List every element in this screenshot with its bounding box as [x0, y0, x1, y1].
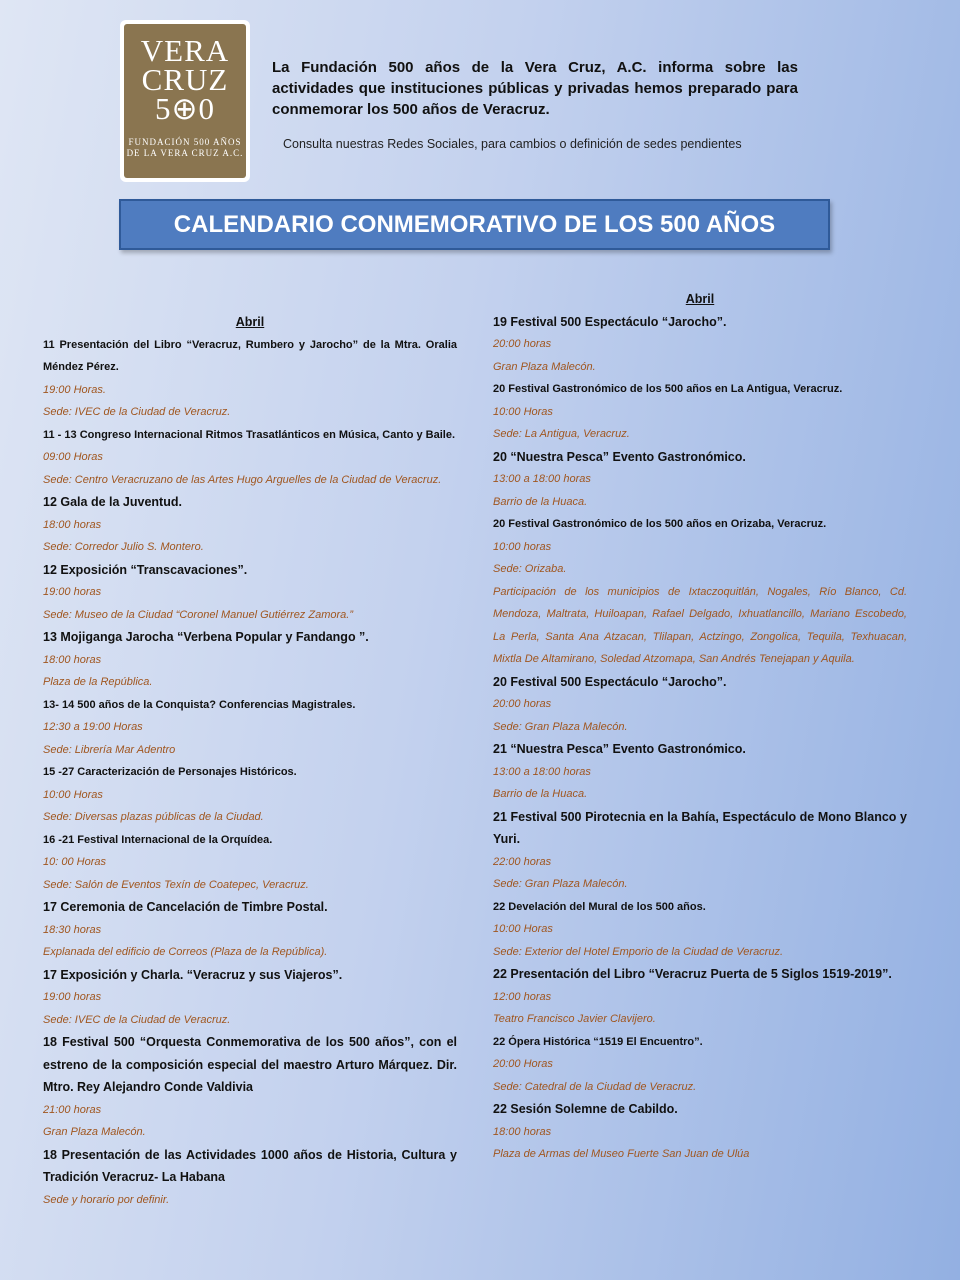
event-detail: 18:00 horas	[43, 518, 102, 531]
event-detail: 21:00 horas	[43, 1103, 102, 1116]
event-detail: Plaza de la República.	[43, 676, 153, 688]
event-item	[493, 311, 907, 379]
logo-line-cruz: CRUZ	[141, 62, 229, 97]
event-title: 12 Exposición “Transcavaciones”.	[43, 562, 248, 577]
event-detail: 18:30 horas	[43, 923, 102, 936]
event-detail: 22:00 horas	[493, 855, 552, 868]
event-detail: 20:00 horas	[493, 698, 552, 710]
event-detail: 10:00 Horas	[493, 923, 553, 935]
event-title: 18 Festival 500 “Orquesta Conmemorativa de los 500 años”, con el estreno de la composición especial del maestro Arturo Márquez. Dir. Mtro. Rey Alejandro Conde Valdivia	[43, 1035, 457, 1094]
event-detail: Explanada del edificio de Correos (Plaza de la República).	[43, 946, 328, 958]
event-title: 18 Presentación de las Actividades 1000 años de Historia, Cultura y Tradición Veracruz- La Habana	[43, 1147, 457, 1184]
event-detail: Sede: Museo de la Ciudad “Coronel Manuel Gutiérrez Zamora.”	[43, 608, 353, 621]
event-item	[43, 829, 457, 897]
event-item	[43, 626, 457, 694]
event-detail: 10: 00 Horas	[43, 856, 106, 868]
event-title: 15 -27 Caracterización de Personajes Históricos.	[43, 766, 297, 778]
logo-subtitle-2: DE LA VERA CRUZ A.C.	[126, 148, 244, 158]
event-detail: Teatro Francisco Javier Clavijero.	[493, 1013, 656, 1025]
event-item	[493, 896, 907, 964]
event-title: 17 Exposición y Charla. “Veracruz y sus Viajeros”.	[43, 967, 343, 982]
event-list	[493, 311, 907, 1166]
event-detail: Sede: Orizaba.	[493, 563, 567, 575]
event-detail: Sede: La Antigua, Veracruz.	[493, 428, 630, 440]
event-detail: Sede: IVEC de la Ciudad de Veracruz.	[43, 1013, 231, 1026]
event-title: 20 Festival Gastronómico de los 500 años en Orizaba, Veracruz.	[493, 518, 827, 530]
event-detail: 12:00 horas	[493, 990, 552, 1003]
event-detail: Sede: Corredor Julio S. Montero.	[43, 541, 204, 553]
event-detail: 10:00 Horas	[43, 788, 103, 801]
event-detail: 20:00 horas	[493, 338, 552, 350]
event-title: 11 - 13 Congreso Internacional Ritmos Trasatlánticos en Música, Canto y Baile.	[43, 428, 456, 441]
event-title: 22 Sesión Solemne de Cabildo.	[493, 1102, 678, 1116]
event-item	[43, 761, 457, 829]
event-detail: 10:00 horas	[493, 540, 552, 553]
event-detail: Sede y horario por definir.	[43, 1193, 170, 1206]
month-heading: Abril	[685, 292, 715, 306]
event-title: 13- 14 500 años de la Conquista? Conferencias Magistrales.	[43, 698, 356, 711]
event-title: 22 Presentación del Libro “Veracruz Puerta de 5 Siglos 1519-2019”.	[493, 967, 892, 981]
event-title: 12 Gala de la Juventud.	[43, 495, 182, 509]
event-detail: Participación de los municipios de Ixtaczoquitlán, Nogales, Río Blanco, Cd. Mendoza, Maltrata, Huiloapan, Rafael Delgado, Ixhuatlancillo, Mariano Escobedo, La Perla, Santa Ana Atzacan, Tlilapan, Actzingo, Zongolica, Tequila, Texhuacan, Mixtla De Altamirano, Soledad Atzomapa, San Andrés Tenejapan y Aquila.	[493, 585, 907, 665]
event-detail: Sede: Catedral de la Ciudad de Veracruz.	[493, 1080, 697, 1093]
logo-subtitle-1: FUNDACIÓN 500 AÑOS	[128, 137, 242, 147]
event-item	[493, 806, 907, 896]
event-title: 21 Festival 500 Pirotecnia en la Bahía, Espectáculo de Mono Blanco y Yuri.	[493, 809, 907, 846]
event-title: 13 Mojiganga Jarocha “Verbena Popular y Fandango ”.	[43, 630, 369, 644]
event-item	[493, 963, 907, 1031]
event-item	[493, 1098, 907, 1166]
event-detail: Barrio de la Huaca.	[493, 495, 588, 508]
event-item	[493, 513, 907, 671]
event-detail: Sede: Centro Veracruzano de las Artes Hugo Arguelles de la Ciudad de Veracruz.	[43, 473, 442, 486]
event-title: 16 -21 Festival Internacional de la Orquídea.	[43, 833, 273, 846]
event-detail: Sede: Diversas plazas públicas de la Ciudad.	[43, 811, 264, 823]
event-detail: 19:00 horas	[43, 586, 102, 598]
logo-line-vera: VERA	[140, 33, 230, 68]
event-item	[493, 671, 907, 739]
event-item	[43, 1144, 457, 1212]
event-item	[43, 559, 457, 627]
event-title: 17 Ceremonia de Cancelación de Timbre Postal.	[43, 900, 328, 914]
event-detail: 19:00 Horas.	[43, 383, 106, 396]
event-title: 22 Develación del Mural de los 500 años.	[493, 900, 706, 913]
event-detail: Sede: Gran Plaza Malecón.	[493, 720, 628, 733]
event-item	[493, 738, 907, 806]
event-title: 20 Festival 500 Espectáculo “Jarocho”.	[493, 674, 727, 689]
event-detail: 18:00 horas	[493, 1125, 552, 1138]
event-title: 22 Ópera Histórica “1519 El Encuentro”.	[493, 1035, 703, 1048]
event-detail: Sede: IVEC de la Ciudad de Veracruz.	[43, 406, 231, 418]
event-detail: Gran Plaza Malecón.	[493, 360, 596, 373]
event-detail: 09:00 Horas	[43, 451, 103, 463]
logo-emblem	[124, 24, 246, 178]
event-item	[493, 446, 907, 514]
event-detail: 18:00 horas	[43, 653, 102, 666]
foundation-logo	[120, 20, 250, 182]
event-detail: Barrio de la Huaca.	[493, 788, 588, 800]
event-detail: 13:00 a 18:00 horas	[493, 473, 591, 485]
event-item	[43, 896, 457, 964]
right-column	[493, 288, 907, 1166]
event-item	[493, 378, 907, 446]
calendar-banner: CALENDARIO CONMEMORATIVO DE LOS 500 AÑOS	[119, 199, 830, 250]
event-title: 21 “Nuestra Pesca” Evento Gastronómico.	[493, 742, 746, 756]
event-title: 20 “Nuestra Pesca” Evento Gastronómico.	[493, 449, 746, 464]
event-detail: 19:00 horas	[43, 991, 102, 1003]
event-detail: Sede: Librería Mar Adentro	[43, 743, 176, 756]
event-detail: Sede: Exterior del Hotel Emporio de la Ciudad de Veracruz.	[493, 945, 784, 958]
event-item	[43, 491, 457, 559]
event-item	[43, 424, 457, 492]
event-item	[43, 694, 457, 762]
social-note: Consulta nuestras Redes Sociales, para cambios o definición de sedes pendientes	[283, 137, 742, 151]
event-title: 20 Festival Gastronómico de los 500 años en La Antigua, Veracruz.	[493, 383, 843, 395]
event-detail: Gran Plaza Malecón.	[43, 1126, 146, 1138]
event-list	[43, 334, 457, 1212]
event-title: 11 Presentación del Libro “Veracruz, Rumbero y Jarocho” de la Mtra. Oralia Méndez Pérez.	[43, 338, 457, 373]
event-detail: 10:00 Horas	[493, 405, 553, 418]
event-title: 19 Festival 500 Espectáculo “Jarocho”.	[493, 314, 727, 329]
month-heading: Abril	[235, 315, 265, 329]
left-column	[43, 311, 457, 1211]
event-detail: Sede: Salón de Eventos Texín de Coatepec, Veracruz.	[43, 878, 309, 891]
event-detail: Plaza de Armas del Museo Fuerte San Juan de Ulúa	[493, 1148, 750, 1160]
event-item	[43, 1031, 457, 1144]
event-item	[43, 334, 457, 424]
event-item	[493, 1031, 907, 1099]
event-detail: Sede: Gran Plaza Malecón.	[493, 878, 628, 890]
intro-text: La Fundación 500 años de la Vera Cruz, A.C. informa sobre las actividades que instituciones públicas y privadas hemos preparado para conmemorar los 500 años de Veracruz.	[272, 59, 798, 118]
event-detail: 12:30 a 19:00 Horas	[43, 721, 143, 733]
event-detail: 13:00 a 18:00 horas	[493, 765, 591, 778]
logo-line-500: 5⊕0	[155, 91, 215, 126]
event-detail: 20:00 Horas	[493, 1058, 553, 1070]
event-item	[43, 964, 457, 1032]
